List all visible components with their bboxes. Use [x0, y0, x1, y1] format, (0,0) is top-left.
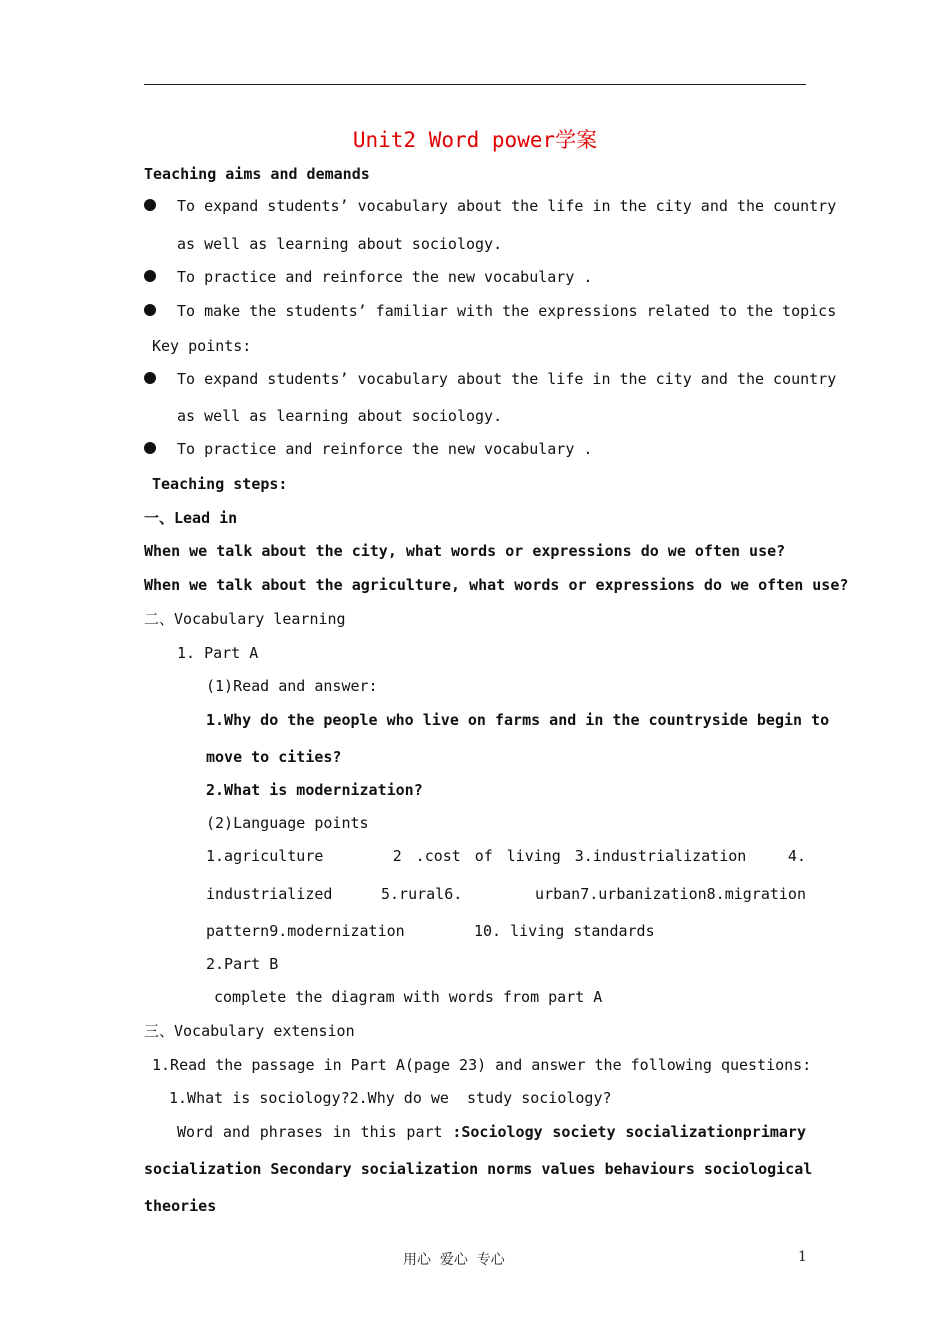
page-title: Unit2 Word power学案: [352, 128, 598, 152]
language-points-line-3: pattern9.modernization: [206, 922, 405, 940]
word-phrases-line-3: theories: [144, 1197, 217, 1215]
lead-in-question-1: When we talk about the city, what words or expressions do we often use?: [144, 542, 786, 560]
part-b-label: 2.Part B: [206, 955, 279, 973]
aims-heading: Teaching aims and demands: [144, 165, 370, 183]
word-phrases-line-1: [177, 1122, 806, 1142]
bullet-icon: [144, 372, 156, 384]
read-passage-instruction: 1.Read the passage in Part A(page 23) and answer the following questions:: [152, 1056, 812, 1074]
key-points-heading: Key points:: [152, 337, 252, 355]
aims-bullet-1: To expand students’ vocabulary about the life in the city and the country: [177, 197, 837, 215]
aims-bullet-2: To practice and reinforce the new vocabulary .: [177, 268, 593, 286]
language-points-label: (2)Language points: [206, 814, 369, 832]
header-rule: [144, 84, 806, 85]
bullet-icon: [144, 199, 156, 211]
section-2-heading: 二、Vocabulary learning: [144, 610, 346, 628]
section-1-heading: 一、Lead in: [144, 509, 238, 527]
bullet-icon: [144, 442, 156, 454]
section-3-heading: 三、Vocabulary extension: [144, 1022, 355, 1040]
word-phrases-line-2: socialization Secondary socialization norms values behaviours sociological: [144, 1160, 813, 1178]
question-1-cont: move to cities?: [206, 748, 342, 766]
page-number: 1: [798, 1249, 807, 1265]
teaching-steps-heading: Teaching steps:: [152, 475, 288, 493]
key-bullet-1-cont: as well as learning about sociology.: [177, 407, 503, 425]
word-phrases-terms-1: :Sociology society socializationprimary: [452, 1123, 806, 1141]
lead-in-question-2: When we talk about the agriculture, what words or expressions do we often use?: [144, 576, 849, 594]
bullet-icon: [144, 304, 156, 316]
language-points-line-2: industrialized 5.rural6. urban7.urbanization8.migration: [206, 885, 806, 903]
question-2: 2.What is modernization?: [206, 781, 423, 799]
part-b-description: complete the diagram with words from part A: [214, 988, 603, 1006]
read-and-answer-label: (1)Read and answer:: [206, 677, 378, 695]
word-phrases-label: Word and phrases in this part: [177, 1123, 453, 1141]
key-bullet-2: To practice and reinforce the new vocabulary .: [177, 440, 593, 458]
aims-bullet-1-cont: as well as learning about sociology.: [177, 235, 503, 253]
sociology-questions: 1.What is sociology?2.Why do we study sociology?: [169, 1089, 612, 1107]
language-points-line-3b: 10. living standards: [474, 922, 655, 940]
question-1: 1.Why do the people who live on farms and in the countryside begin to: [206, 711, 830, 729]
bullet-icon: [144, 270, 156, 282]
key-bullet-1: To expand students’ vocabulary about the life in the city and the country: [177, 370, 837, 388]
part-a-label: 1. Part A: [177, 644, 259, 662]
aims-bullet-3: To make the students’ familiar with the expressions related to the topics: [177, 302, 837, 320]
language-points-line-1: 1.agriculture 2 .cost of living 3.industrialization 4.: [206, 847, 806, 865]
footer-motto: 用心 爱心 专心: [403, 1252, 505, 1268]
